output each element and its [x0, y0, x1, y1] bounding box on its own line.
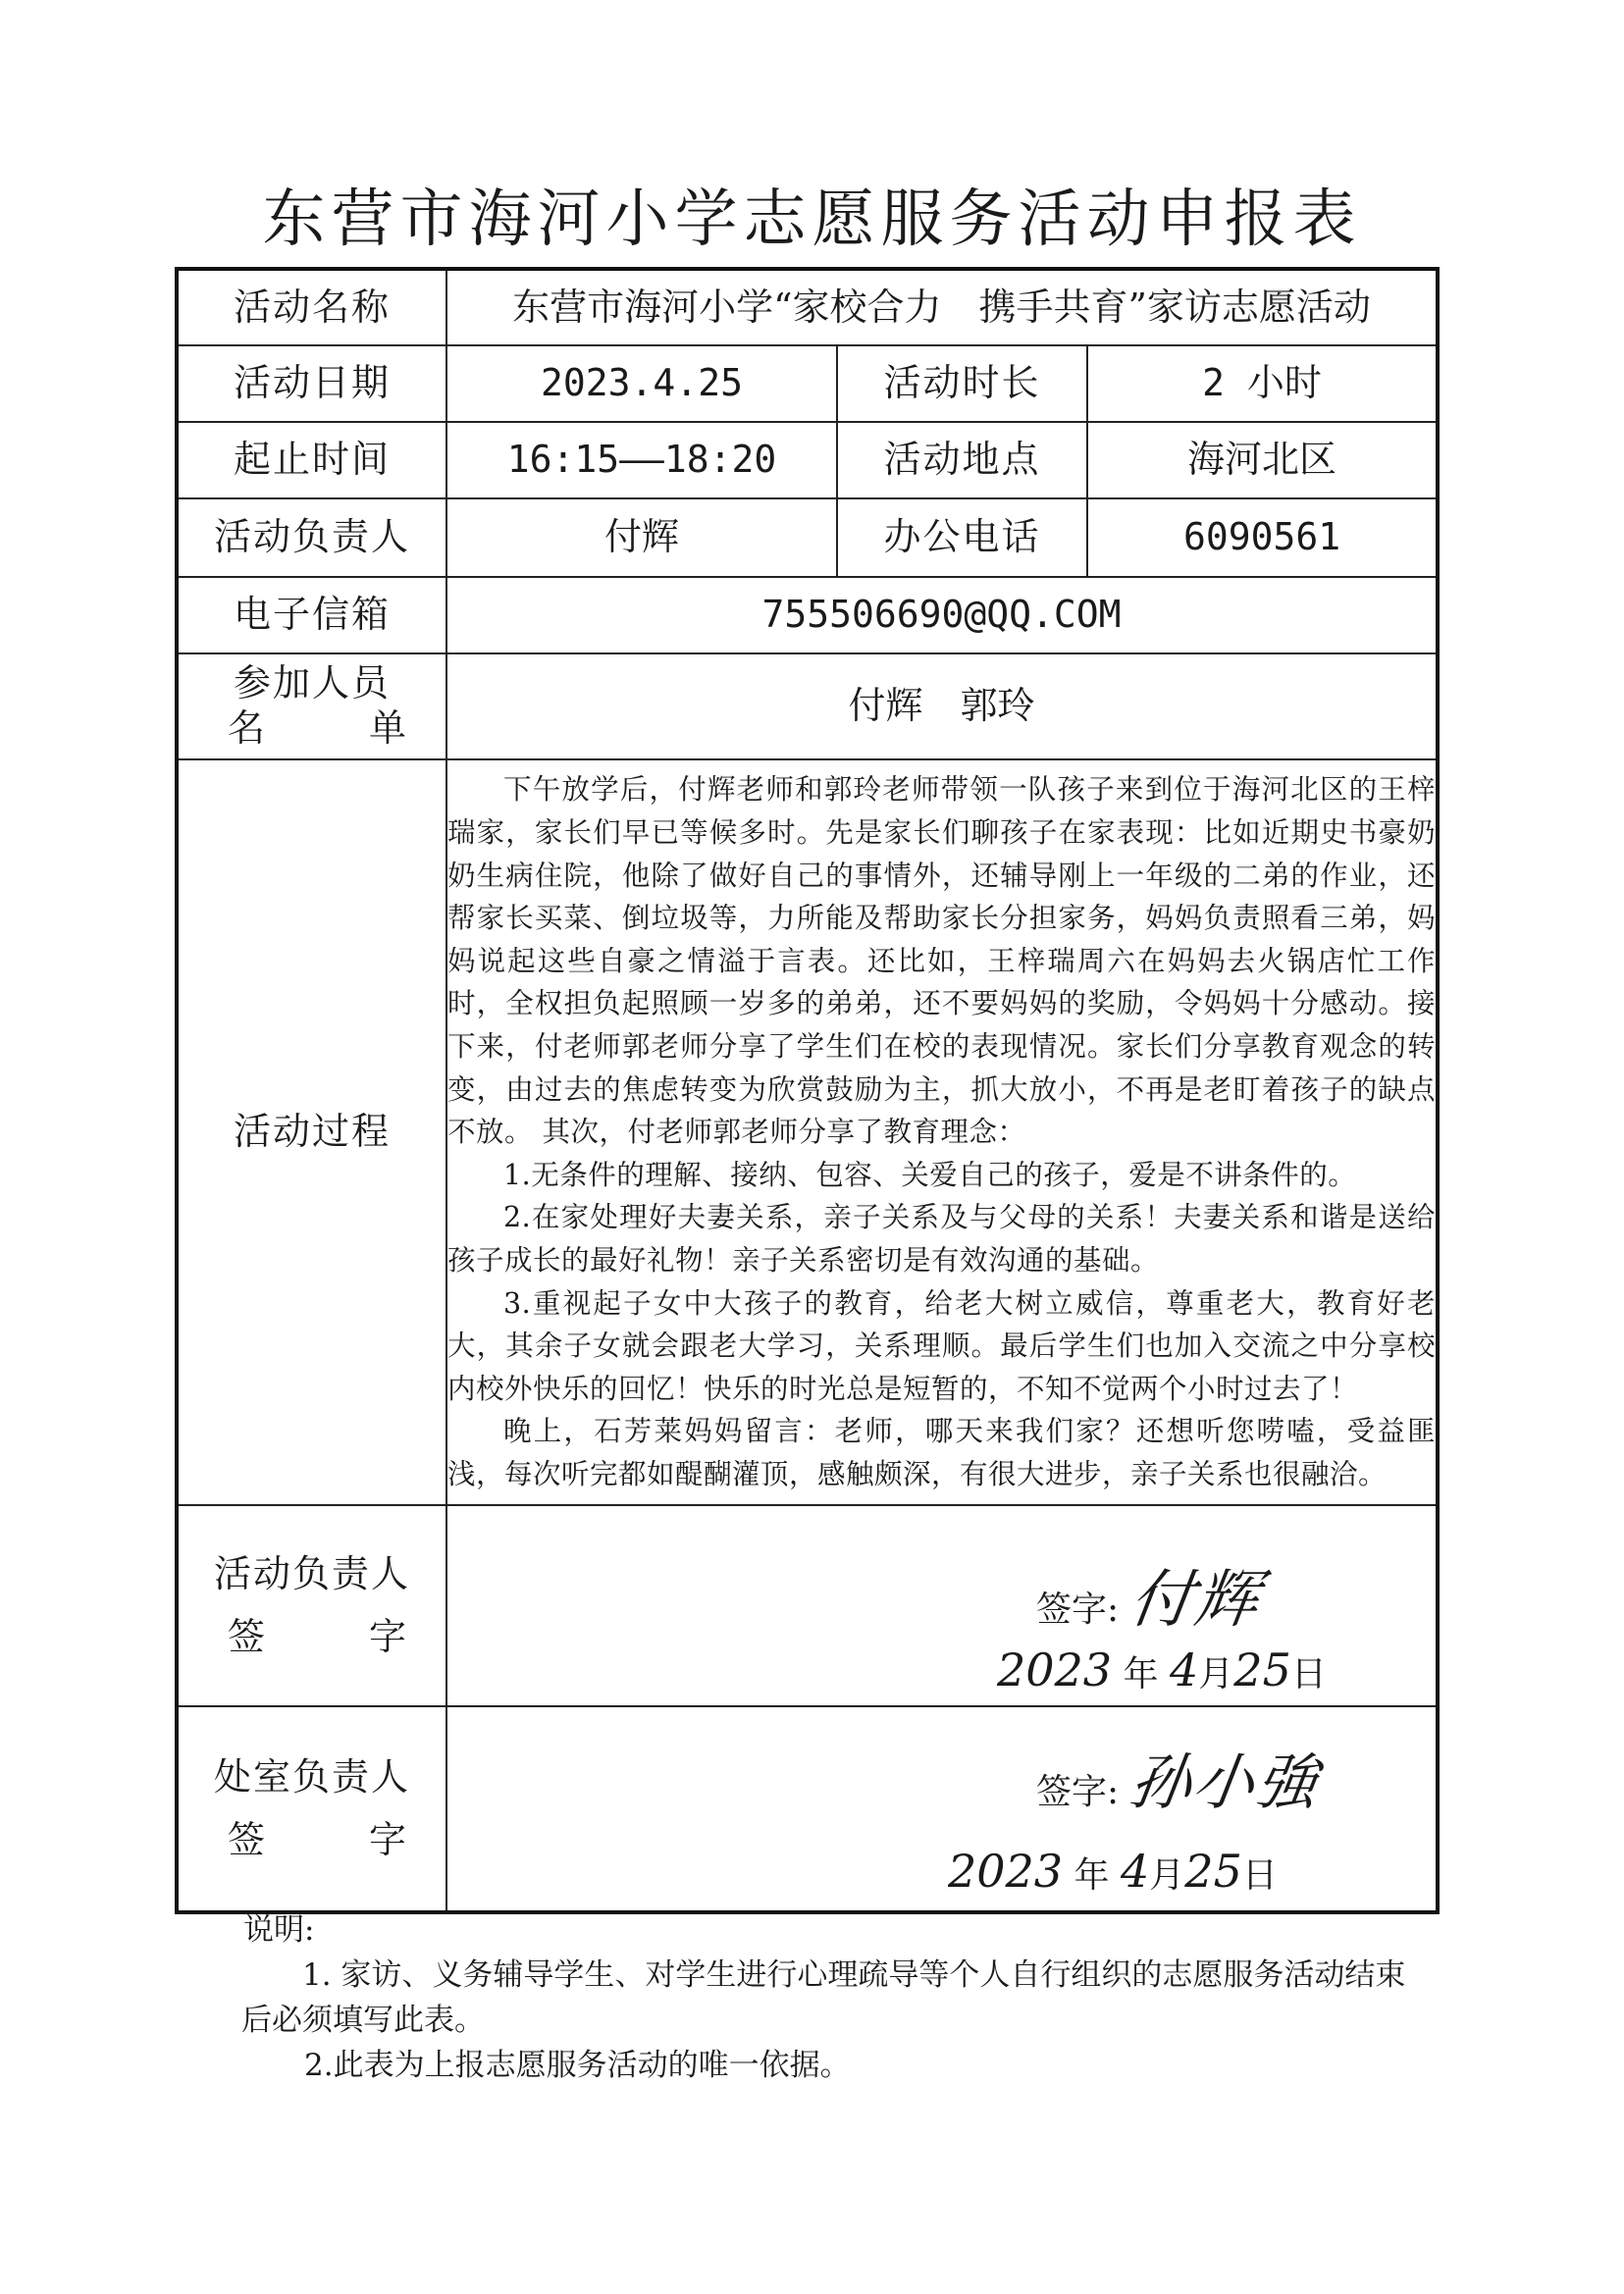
row-office-signature — [177, 1706, 1438, 1912]
time-label: 起止时间 — [177, 422, 446, 498]
phone-value: 6090561 — [1087, 498, 1438, 577]
leader-signature-cell — [446, 1505, 1438, 1706]
participants-value: 付辉 郭玲 — [446, 653, 1438, 759]
office-sign-year: 2023 — [948, 1845, 1064, 1898]
activity-name-label: 活动名称 — [177, 269, 446, 345]
leader-sign-month-unit: 月 — [1198, 1654, 1234, 1694]
row-email — [177, 577, 1438, 653]
leader-sign-year: 2023 — [997, 1643, 1113, 1696]
location-label: 活动地点 — [837, 422, 1087, 498]
leader-sign-day: 25 — [1233, 1643, 1291, 1696]
process-paragraph-4: 3.重视起子女中大孩子的教育，给老大树立威信，尊重老大，教育好老大，其余子女就会跟老大学习，关系理顺。最后学生们也加入交流之中分享校内校外快乐的回忆！快乐的时光总是短暂的，不知不觉两个小时过去了！ — [447, 1286, 1437, 1405]
page-title: 东营市海河小学志愿服务活动申报表 — [262, 183, 1362, 256]
notes-section — [243, 1907, 1421, 2088]
phone-label: 办公电话 — [837, 498, 1087, 577]
row-leader-signature — [177, 1505, 1438, 1706]
office-sign-label-char-1: 签 — [228, 1817, 268, 1861]
office-signature-handwriting: 孙小強 — [1126, 1747, 1325, 1818]
leader-sign-label-char-2: 字 — [368, 1614, 408, 1658]
leader-sign-word: 签字: — [1036, 1590, 1120, 1630]
leader-sign-label-line1: 活动负责人 — [213, 1551, 410, 1595]
email-value: 755506690@QQ.COM — [446, 577, 1438, 653]
row-process — [177, 759, 1438, 1505]
participants-label-line2 — [179, 706, 445, 752]
notes-heading: 说明: — [243, 1912, 315, 1948]
leader-sign-label — [177, 1505, 446, 1706]
time-value: 16:15——18:20 — [446, 422, 837, 498]
leader-sign-year-unit: 年 — [1123, 1654, 1159, 1694]
office-signature-block — [1036, 1747, 1325, 1819]
office-sign-day: 25 — [1184, 1845, 1242, 1898]
process-paragraph-2: 1.无条件的理解、接纳、包容、关爱自己的孩子，爱是不讲条件的。 — [503, 1158, 1357, 1191]
leader-sign-label-line2 — [179, 1615, 445, 1660]
leader-sign-day-unit: 日 — [1290, 1654, 1327, 1694]
row-activity-name — [177, 269, 1438, 345]
office-sign-word: 签字: — [1036, 1772, 1120, 1812]
process-paragraph-5: 晚上，石芳莱妈妈留言：老师，哪天来我们家？还想听您唠嗑，受益匪浅，每次听完都如醍醐灌顶，感触颇深，有很大进步，亲子关系也很融洽。 — [447, 1415, 1437, 1490]
leader-signature-handwriting: 付辉 — [1126, 1564, 1266, 1637]
participants-label-char-2: 单 — [368, 706, 408, 750]
leader-label: 活动负责人 — [177, 498, 446, 577]
duration-value: 2 小时 — [1087, 345, 1438, 422]
note-item-1: 1. 家访、义务辅导学生、对学生进行心理疏导等个人自行组织的志愿服务活动结束后必须填写此表。 — [241, 1957, 1406, 2038]
leader-sign-date — [997, 1643, 1327, 1697]
row-participants — [177, 653, 1438, 759]
activity-name-value: 东营市海河小学“家校合力 携手共育”家访志愿活动 — [446, 269, 1438, 345]
participants-label — [177, 653, 446, 759]
office-sign-label-char-2: 字 — [368, 1817, 408, 1861]
process-content — [446, 759, 1438, 1505]
application-form-table — [175, 267, 1440, 1914]
row-time — [177, 422, 1438, 498]
office-sign-day-unit: 日 — [1241, 1855, 1278, 1896]
date-value: 2023.4.25 — [446, 345, 837, 422]
office-sign-label-line2 — [179, 1818, 445, 1863]
row-date — [177, 345, 1438, 422]
leader-sign-label-char-1: 签 — [228, 1614, 268, 1658]
date-label: 活动日期 — [177, 345, 446, 422]
office-signature-cell — [446, 1706, 1438, 1912]
office-sign-date — [948, 1845, 1278, 1899]
office-sign-month: 4 — [1121, 1845, 1150, 1898]
office-sign-label-line1: 处室负责人 — [213, 1754, 410, 1799]
process-label: 活动过程 — [177, 759, 446, 1505]
participants-label-char-1: 名 — [228, 706, 268, 750]
office-sign-month-unit: 月 — [1149, 1855, 1185, 1896]
email-label: 电子信箱 — [177, 577, 446, 653]
office-sign-year-unit: 年 — [1074, 1855, 1110, 1896]
location-value: 海河北区 — [1087, 422, 1438, 498]
leader-sign-month: 4 — [1170, 1643, 1199, 1696]
duration-label: 活动时长 — [837, 345, 1087, 422]
participants-label-line1: 参加人员 — [233, 661, 391, 705]
row-leader — [177, 498, 1438, 577]
process-paragraph-1: 下午放学后，付辉老师和郭玲老师带领一队孩子来到位于海河北区的王梓瑞家，家长们早已等候多时。先是家长们聊孩子在家表现：比如近期史书豪奶奶生病住院，他除了做好自己的事情外，还辅导刚上一年级的二弟的作业，还帮家长买菜、倒垃圾等，力所能及帮助家长分担家务，妈妈负责照看三弟，妈妈说起这些自豪之情溢于言表。还比如，王梓瑞周六在妈妈去火锅店忙工作时，全权担负起照顾一岁多的弟弟，还不要妈妈的奖励，令妈妈十分感动。接下来，付老师郭老师分享了学生们在校的表现情况。家长们分享教育观念的转变，由过去的焦虑转变为欣赏鼓励为主，抓大放小，不再是老盯着孩子的缺点不放。 其次，付老师郭老师分享了教育理念： — [447, 773, 1437, 1149]
leader-value: 付辉 — [446, 498, 837, 577]
process-paragraph-3: 2.在家处理好夫妻关系，亲子关系及与父母的关系！夫妻关系和谐是送给孩子成长的最好礼物！亲子关系密切是有效沟通的基础。 — [447, 1201, 1437, 1277]
office-sign-label — [177, 1706, 446, 1912]
leader-signature-block — [1036, 1563, 1266, 1639]
note-item-2: 2.此表为上报志愿服务活动的唯一依据。 — [304, 2048, 851, 2083]
